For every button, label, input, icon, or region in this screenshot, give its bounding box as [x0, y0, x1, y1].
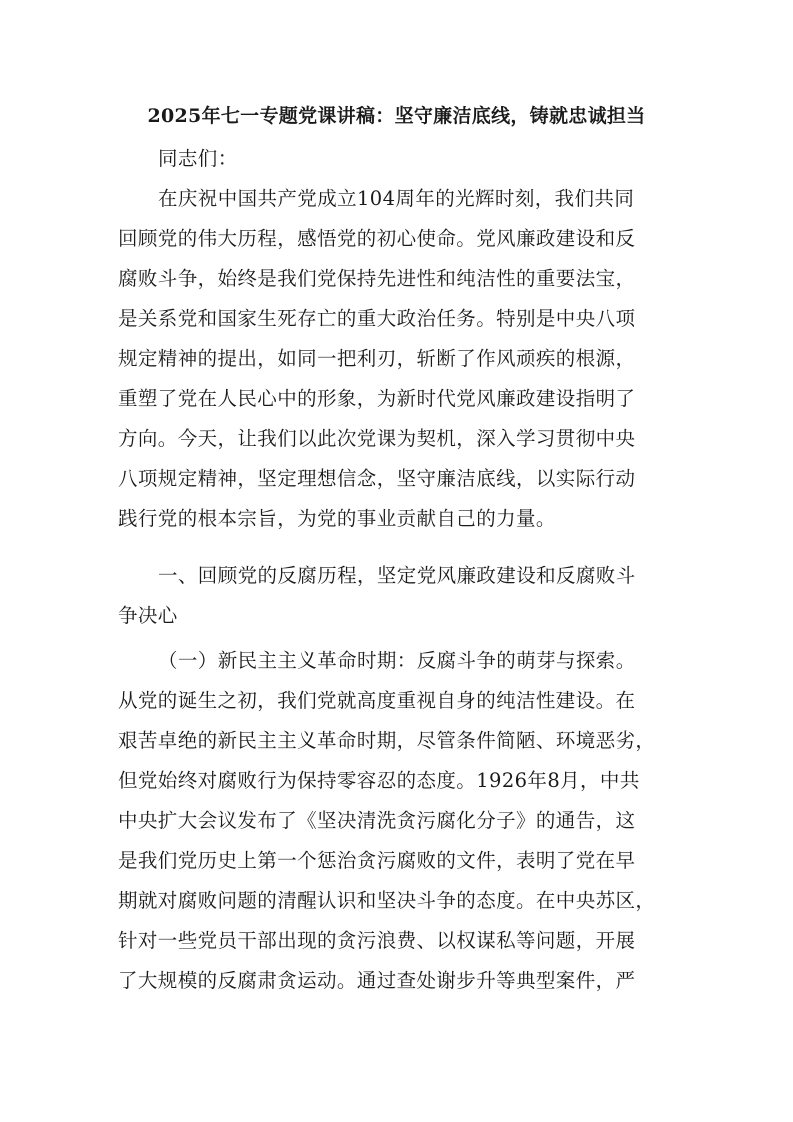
- text-line: 八项规定精神，坚定理想信念，坚守廉洁底线，以实际行动: [118, 467, 636, 490]
- text-line: 中央扩大会议发布了《坚决清洗贪污腐化分子》的通告，这: [118, 809, 636, 832]
- document-title: 2025年七一专题党课讲稿：坚守廉洁底线，铸就忠诚担当: [147, 105, 646, 127]
- subsection-heading: （一）新民主主义革命时期：反腐斗争的萌芽与探索。: [158, 649, 636, 672]
- section-heading: 争决心: [118, 604, 178, 627]
- text-line: 规定精神的提出，如同一把利刃，斩断了作风顽疾的根源，: [118, 347, 636, 370]
- text-line: 回顾党的伟大历程，感悟党的初心使命。党风廉政建设和反: [118, 227, 636, 250]
- text-line: 方向。今天，让我们以此次党课为契机，深入学习贯彻中央: [118, 427, 636, 450]
- text-line: 在庆祝中国共产党成立104周年的光辉时刻，我们共同: [158, 187, 635, 210]
- text-line: 期就对腐败问题的清醒认识和坚决斗争的态度。在中央苏区，: [118, 889, 656, 912]
- text-line: 但党始终对腐败行为保持零容忍的态度。1926年8月，中共: [118, 769, 640, 792]
- text-line: 重塑了党在人民心中的形象，为新时代党风廉政建设指明了: [118, 387, 636, 410]
- text-line: 腐败斗争，始终是我们党保持先进性和纯洁性的重要法宝，: [118, 267, 636, 290]
- text-line: 从党的诞生之初，我们党就高度重视自身的纯洁性建设。在: [118, 689, 636, 712]
- text-line: 了大规模的反腐肃贪运动。通过查处谢步升等典型案件，严: [118, 969, 636, 992]
- text-line: 艰苦卓绝的新民主主义革命时期，尽管条件简陋、环境恶劣，: [118, 729, 656, 752]
- text-line: 是我们党历史上第一个惩治贪污腐败的文件，表明了党在早: [118, 849, 636, 872]
- text-line: 践行党的根本宗旨，为党的事业贡献自己的力量。: [118, 507, 556, 530]
- section-heading: 一、回顾党的反腐历程，坚定党风廉政建设和反腐败斗: [158, 564, 636, 587]
- text-line: 是关系党和国家生死存亡的重大政治任务。特别是中央八项: [118, 307, 636, 330]
- text-line: 同志们：: [158, 147, 238, 170]
- text-line: 针对一些党员干部出现的贪污浪费、以权谋私等问题，开展: [118, 929, 636, 952]
